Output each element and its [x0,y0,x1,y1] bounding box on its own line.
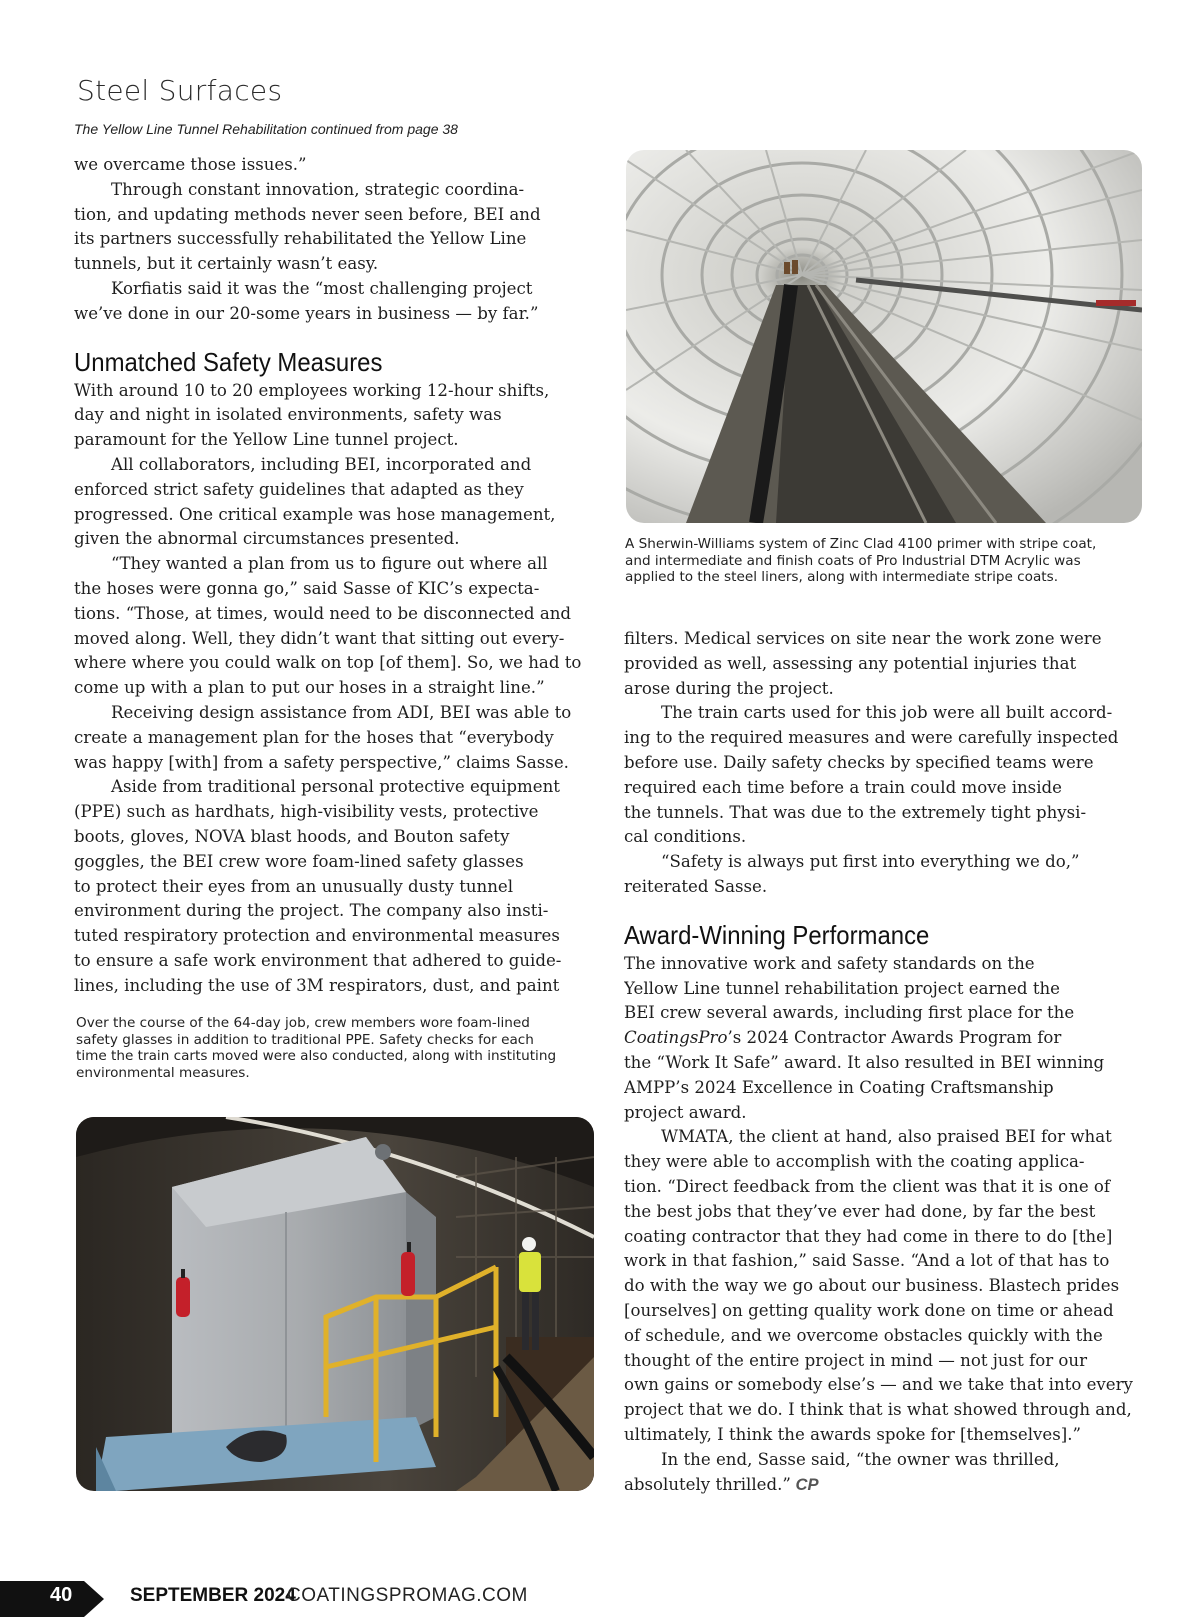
text-line: we overcame those issues.” [74,155,307,174]
text-line: cal conditions. [624,827,747,847]
text-line: create a management plan for the hoses that “everybody [74,727,554,747]
photo-tunnel-rails [626,150,1142,523]
text-line: come up with a plan to put our hoses in a straight line.” [74,678,545,698]
end-mark: CP [790,1474,819,1494]
text-line: required each time before a train could move inside [624,777,1062,797]
paragraph [74,552,589,701]
page-number: 40 [50,1584,73,1606]
text-line: tuted respiratory protection and environmental measures [74,926,560,946]
text-line: ultimately, I think the awards spoke for [themselves].” [624,1424,1081,1444]
text-line: the tunnels. That was due to the extremely tight physi- [624,802,1087,822]
text-line: coating contractor that they had come in there to do [the] [624,1226,1113,1246]
issue-date: SEPTEMBER 2024 [130,1585,296,1606]
text-line: Over the course of the 64-day job, crew members wore foam-lined [76,1015,530,1031]
magazine-name: CoatingsPro [624,1028,728,1048]
text-line: The train carts used for this job were all built accord- [661,703,1113,723]
text-line: the best jobs that they’ve ever had done, by far the best [624,1201,1096,1221]
text-line: project that we do. I think that is what showed through and, [624,1400,1132,1420]
text-line: we’ve done in our 20-some years in business — by far.” [74,303,539,323]
text-line: they were able to accomplish with the coating applica- [624,1152,1085,1172]
text-line: work in that fashion,” said Sasse. “And a lot of that has to [624,1251,1110,1271]
text-line: In the end, Sasse said, “the owner was thrilled, [661,1449,1060,1469]
text-line: tion. “Direct feedback from the client was that it is one of [624,1176,1111,1196]
text-line: applied to the steel liners, along with intermediate stripe coats. [625,569,1059,586]
text-line: the “Work It Safe” award. It also resulted in BEI winning [624,1052,1105,1072]
text-line: “They wanted a plan from us to figure out where all [111,554,548,574]
text-line: enforced strict safety guidelines that adapted as they [74,479,524,499]
award-paragraph: The innovative work and safety standards on the Yellow Line tunnel rehabilitation project earned the BEI crew several awards, including first place for the CoatingsPro’s 2024 Contractor Awards Program for the “Work It Safe” award. It also resulted in BEI winning AMPP’s 2024 Excellence in Coating Craftsmanship project award. [624,952,1134,1126]
paragraph [74,775,589,998]
text-line: provided as well, assessing any potential injuries that [624,653,1077,673]
caption-sherwin-williams [625,536,1096,586]
text-line: progressed. One critical example was hose management, [74,504,556,524]
text-line: environmental measures. [76,1064,250,1081]
text-line: “Safety is always put first into everything we do,” [661,852,1080,872]
text-line: tion, and updating methods never seen before, BEI and [74,204,541,224]
right-body-text [624,627,1134,900]
text-line: the hoses were gonna go,” said Sasse of KIC’s expecta- [74,578,540,598]
text-line: All collaborators, including BEI, incorporated and [111,454,532,474]
text-line: WMATA, the client at hand, also praised BEI for what [661,1127,1112,1147]
paragraph [74,453,589,552]
text-line: (PPE) such as hardhats, high-visibility vests, protective [74,802,539,822]
text-line: Korfiatis said it was the “most challenging project [111,278,533,298]
text-line: was happy [with] from a safety perspective,” claims Sasse. [74,752,569,772]
paragraph [74,153,589,178]
paragraph [74,379,589,453]
text-line: do with the way we go about our business. Blastech prides [624,1276,1120,1296]
text-line: to ensure a safe work environment that adhered to guide- [74,950,562,970]
text-line: Aside from traditional personal protective equipment [111,777,560,797]
paragraph [74,701,589,775]
text-line: paramount for the Yellow Line tunnel project. [74,430,459,450]
text-line: tions. “Those, at times, would need to be disconnected and [74,603,572,623]
text-line: thought of the entire project in mind — not just for our [624,1350,1088,1370]
text-line: safety glasses in addition to traditional PPE. Safety checks for each [76,1031,534,1048]
text-line: reiterated Sasse. [624,876,768,896]
text-line: moved along. Well, they didn’t want that sitting out every- [74,628,565,648]
text-line: boots, gloves, NOVA blast hoods, and Bouton safety [74,826,510,846]
text-line: of schedule, and we overcome obstacles quickly with the [624,1325,1103,1345]
photo-equipment-in-tunnel [76,1117,594,1491]
text-line: own gains or somebody else’s — and we take that into every [624,1375,1133,1395]
text-line: before use. Daily safety checks by specified teams were [624,752,1094,772]
section-label: Steel Surfaces [77,74,283,107]
text-line: to protect their eyes from an unusually dusty tunnel [74,876,514,896]
paragraph [74,178,589,277]
closing-paragraph [624,1448,1134,1498]
text-line: Yellow Line tunnel rehabilitation project earned the [624,978,1060,998]
text-line: BEI crew several awards, including first place for the [624,1003,1075,1023]
wmata-paragraph [624,1125,1134,1447]
text-line: goggles, the BEI crew wore foam-lined safety glasses [74,851,524,871]
text-line: lines, including the use of 3M respirators, dust, and paint [74,975,560,995]
text-line: day and night in isolated environments, safety was [74,405,502,425]
text-line: Through constant innovation, strategic coordina- [111,179,525,199]
text-line: time the train carts moved were also conducted, along with instituting [76,1048,557,1065]
text-line: tunnels, but it certainly wasn’t easy. [74,254,379,274]
website: COATINGSPROMAG.COM [287,1585,528,1606]
paragraph [74,277,589,327]
paragraph [624,850,1134,900]
text-line: filters. Medical services on site near the work zone were [624,629,1102,648]
left-column [74,153,589,999]
text-line: AMPP’s 2024 Excellence in Coating Craftsmanship [624,1077,1054,1097]
text-line: arose during the project. [624,678,834,698]
heading-award: Award-Winning Performance [624,919,930,950]
left-body-text [74,379,589,999]
text-line: given the abnormal circumstances presented. [74,529,460,549]
paragraph [624,701,1134,850]
left-intro-text [74,153,589,327]
text-line: ing to the required measures and were carefully inspected [624,728,1119,748]
text-line: and intermediate and finish coats of Pro Industrial DTM Acrylic was [625,552,1081,569]
continued-note: The Yellow Line Tunnel Rehabilitation continued from page 38 [74,121,458,137]
text-line: A Sherwin-Williams system of Zinc Clad 4100 primer with stripe coat, [625,536,1097,552]
text-line: environment during the project. The company also insti- [74,901,549,921]
heading-safety: Unmatched Safety Measures [74,346,383,377]
text-line: project award. [624,1102,747,1122]
text-line: its partners successfully rehabilitated the Yellow Line [74,229,527,249]
text-line: Receiving design assistance from ADI, BEI was able to [111,702,572,722]
text-line: The innovative work and safety standards on the [624,953,1035,973]
text-line: where where you could walk on top [of them]. So, we had to [74,653,582,673]
right-column [624,627,1134,1497]
text-line: absolutely thrilled.” CP [624,1474,819,1494]
caption-ppe [76,1015,556,1081]
text-line: [ourselves] on getting quality work done on time or ahead [624,1300,1114,1320]
text-line: With around 10 to 20 employees working 12-hour shifts, [74,380,550,400]
paragraph [624,627,1134,701]
